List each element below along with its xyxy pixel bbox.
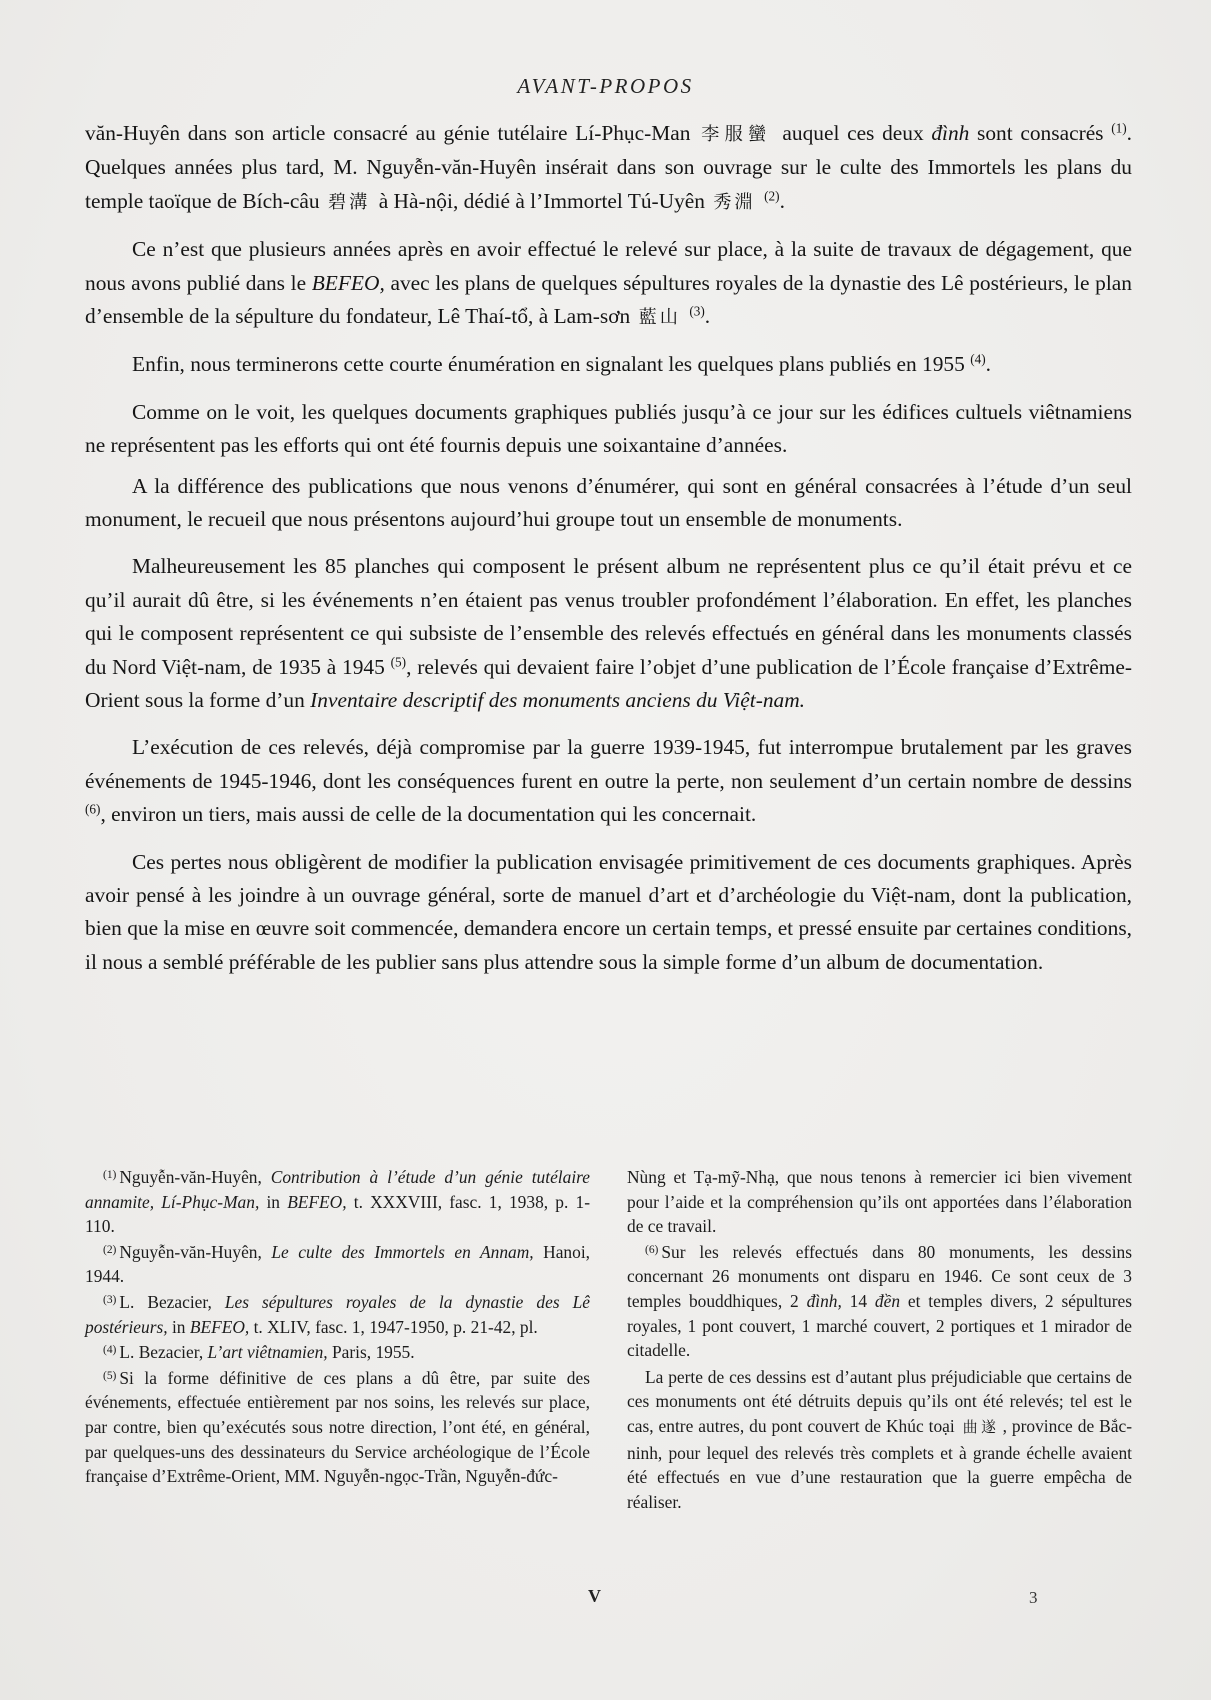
page-roman-numeral: V xyxy=(588,1586,601,1606)
footnote-3: $^{(3)}$ L. Bezacier, Les sépultures royales de la dynastie des Lê postérieurs, in BEFEO, t. XLIV, fasc. 1, 1947-1950, p. 21-42, pl. xyxy=(85,1291,590,1337)
paragraph-4: Comme on le voit, les quelques documents graphiques publiés jusqu’à ce jour sur les édifices cultuels viêtnamiens ne représentent pas les efforts qui ont été fournis depuis une soixantaine d’années. xyxy=(85,399,1132,458)
main-body xyxy=(85,117,1132,986)
footnotes-right-column xyxy=(627,1165,1132,1515)
footnote-2: $^{(2)}$ Nguyễn-văn-Huyên, Le culte des Immortels en Annam, Hanoi, 1944. xyxy=(85,1241,590,1287)
footnote-5-continued: Nùng et Tạ-mỹ-Nhạ, que nous tenons à remercier ici bien vivement pour l’aide et la compréhension qu’ils ont apportées dans l’élaboration de ce travail. xyxy=(627,1167,1132,1237)
footnote-6-paragraph-2: La perte de ces dessins est d’autant plus préjudiciable que certains de ces monuments ont été détruits depuis qu’ils ont été relevés; tel est le cas, entre autres, du pont couvert de Khúc toại 曲遂 , province de Bắc-ninh, pour lequel des relevés très complets et à grande échelle avaient été effectués en vue d’une restauration que la guerre empêcha de réaliser. xyxy=(627,1366,1133,1512)
paragraph-5: A la différence des publications que nous venons d’énumérer, qui sont en général consacrées à l’étude d’un seul monument, le recueil que nous présentons aujourd’hui groupe tout un ensemble de monuments. xyxy=(85,473,1132,531)
paragraph-1: văn-Huyên dans son article consacré au génie tutélaire Lí-Phục-Man 李服蠻 auquel ces deux đình sont consacrés $^{(1)}$. Quelques années plus tard, M. Nguyễn-văn-Huyên insérait dans son ouvrage sur le culte des Immortels les plans du temple taoïque de Bích-câu 碧溝 à Hà-nội, dédié à l’Immortel Tú-Uyên 秀淵 $^{(2)}$. xyxy=(85,120,1132,213)
footnote-ref-5[interactable]: (5) xyxy=(390,654,407,670)
footnote-5: $^{(5)}$ Si la forme définitive de ces plans a dû être, par suite des événements, effectuée entièrement par nos soins, les relevés sur place, par contre, bien qu’exécutés sous notre direction, l’ont été, en général, par quelques-uns des dessinateurs du Service archéologique de l’École française d’Extrême-Orient, MM. Nguyễn-ngọc-Trần, Nguyễn-đức- xyxy=(85,1367,590,1487)
footnote-ref-1[interactable]: (1) xyxy=(1111,120,1127,136)
cjk-name-khuc-toai: 曲遂 xyxy=(962,1418,1000,1436)
paragraph-6: Malheureusement les 85 planches qui composent le présent album ne représentent plus ce qu’il était prévu et ce qu’il aurait dû être, si les événements n’en étaient pas venus troubler profondément l’élaboration. En effet, les planches qui le composent représentent ce qui subsiste de l’ensemble des relevés effectués en général dans les monuments classés du Nord Việt-nam, de 1935 à 1945 $^{(5)}$, relevés qui devaient faire l’objet d’une publication de l’École française d’Extrême-Orient sous la forme d’un Inventaire descriptif des monuments anciens du Việt-nam. xyxy=(85,554,1133,712)
cjk-name-li-phuc-man: 李服蠻 xyxy=(701,124,772,145)
footnotes-left-column xyxy=(85,1165,590,1515)
page-number: 3 xyxy=(1029,1588,1038,1607)
running-head: AVANT-PROPOS xyxy=(517,74,694,98)
paragraph-3: Enfin, nous terminerons cette courte énumération en signalant les quelques plans publiés en 1955 $^{(4)}$. xyxy=(132,352,991,377)
footnote-ref-4[interactable]: (4) xyxy=(970,352,986,368)
paragraph-8: Ces pertes nous obligèrent de modifier la publication envisagée primitivement de ces documents graphiques. Après avoir pensé à les joindre à un ouvrage général, sorte de manuel d’art et d’archéologie du Việt-nam, dont la publication, bien que la mise en œuvre soit commencée, demandera encore un certain temps, et pressé ensuite par certaines conditions, il nous a semblé préférable de les publier sans plus attendre sous la simple forme d’un album de documentation. xyxy=(85,849,1132,974)
footnote-ref-2[interactable]: (2) xyxy=(764,188,780,204)
cjk-name-tu-uyen: 秀淵 xyxy=(713,191,756,213)
cjk-name-bich-cau: 碧溝 xyxy=(327,191,371,213)
footnotes xyxy=(85,1165,1132,1515)
footnote-1: $^{(1)}$ Nguyễn-văn-Huyên, Contribution à l’étude d’un génie tutélaire annamite, Lí-Phục-Man, in BEFEO, t. XXXVIII, fasc. 1, 1938, p. 1-110. xyxy=(85,1167,591,1237)
inventaire-title: Inventaire descriptif des monuments anciens du Việt-nam. xyxy=(310,687,806,712)
footnote-ref-6[interactable]: (6) xyxy=(85,801,101,817)
paragraph-2: Ce n’est que plusieurs années après en avoir effectué le relevé sur place, à la suite de travaux de dégagement, que nous avons publié dans le BEFEO, avec les plans de quelques sépultures royales de la dynastie des Lê postérieurs, le plan d’ensemble de la sépulture du fondateur, Lê Thaí-tổ, à Lam-sơn 藍山 $^{(3)}$. xyxy=(85,237,1132,329)
footnote-4: $^{(4)}$ L. Bezacier, L’art viêtnamien, Paris, 1955. xyxy=(103,1342,415,1363)
paragraph-7: L’exécution de ces relevés, déjà compromise par la guerre 1939-1945, fut interrompue brutalement par les graves événements de 1945-1946, dont les conséquences furent en outre la perte, non seulement d’un certain nombre de dessins $^{(6)}$, environ un tiers, mais aussi de celle de la documentation qui les concernait. xyxy=(85,735,1132,827)
cjk-name-lam-son: 藍山 xyxy=(638,307,681,329)
footnote-ref-3[interactable]: (3) xyxy=(689,303,705,319)
footnote-6: $^{(6)}$ Sur les relevés effectués dans 80 monuments, les dessins concernant 26 monuments ont disparu en 1946. Ce sont ceux de 3 temples bouddhiques, 2 đình, 14 đền et temples divers, 2 sépultures royales, 1 pont couvert, 1 marché couvert, 2 portiques et 1 mirador de citadelle. xyxy=(627,1241,1132,1361)
